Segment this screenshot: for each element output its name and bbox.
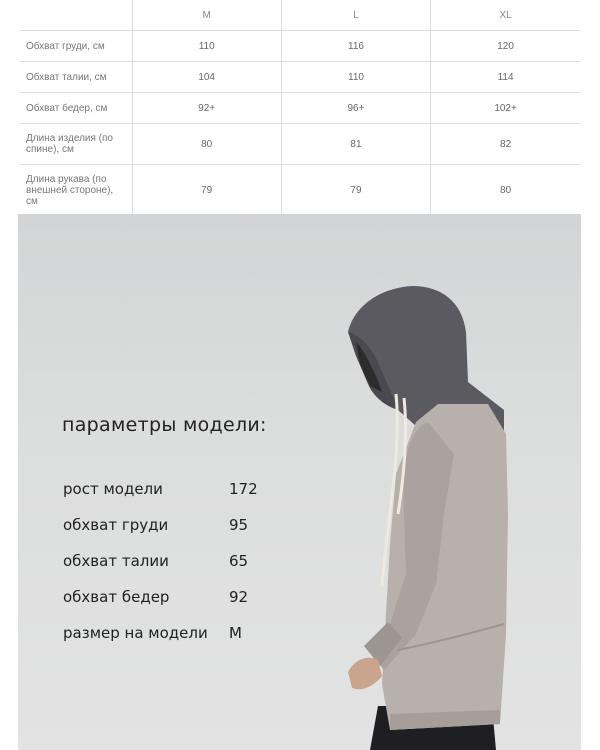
cell-value: 81 bbox=[281, 124, 430, 165]
size-header-corner bbox=[20, 0, 132, 31]
param-row-hips bbox=[63, 588, 248, 606]
row-label: Обхват бедер, см bbox=[20, 93, 132, 124]
cell-value: 80 bbox=[132, 124, 281, 165]
table-row bbox=[20, 165, 580, 216]
cell-value: 116 bbox=[281, 31, 430, 62]
cell-value: 104 bbox=[132, 62, 281, 93]
cell-value: 82 bbox=[431, 124, 580, 165]
row-label: Обхват груди, см bbox=[20, 31, 132, 62]
size-header-m: M bbox=[132, 0, 281, 31]
row-label: Длина изделия (по спине), см bbox=[20, 124, 132, 165]
cell-value: 110 bbox=[281, 62, 430, 93]
param-value: 172 bbox=[229, 480, 258, 498]
param-row-waist bbox=[63, 552, 248, 570]
size-chart-table bbox=[20, 0, 580, 215]
cell-value: 110 bbox=[132, 31, 281, 62]
size-header-xl: XL bbox=[431, 0, 580, 31]
param-label: обхват талии bbox=[63, 552, 169, 570]
table-row bbox=[20, 124, 580, 165]
row-label: Длина рукава (по внешней стороне), см bbox=[26, 173, 114, 207]
cell-value: 96+ bbox=[281, 93, 430, 124]
cell-value: 102+ bbox=[431, 93, 580, 124]
model-photo bbox=[18, 214, 581, 750]
param-label: размер на модели bbox=[63, 624, 208, 642]
cell-value: 92+ bbox=[132, 93, 281, 124]
cell-value: 79 bbox=[281, 165, 430, 216]
param-row-chest bbox=[63, 516, 248, 534]
param-label: обхват груди bbox=[63, 516, 169, 534]
cell-value: 79 bbox=[132, 165, 281, 216]
cell-value: 80 bbox=[431, 165, 580, 216]
param-value: 95 bbox=[229, 516, 249, 534]
param-row-size bbox=[63, 624, 242, 642]
hand-shape bbox=[348, 658, 382, 690]
cell-value: 120 bbox=[431, 31, 580, 62]
param-value: M bbox=[229, 624, 242, 642]
param-label: рост модели bbox=[63, 480, 163, 498]
param-row-height bbox=[63, 480, 258, 498]
size-header-row bbox=[20, 0, 580, 31]
size-header-l: L bbox=[281, 0, 430, 31]
table-row bbox=[20, 93, 580, 124]
row-label: Обхват талии, см bbox=[20, 62, 132, 93]
param-value: 92 bbox=[229, 588, 249, 606]
cell-value: 114 bbox=[431, 62, 580, 93]
param-label: обхват бедер bbox=[63, 588, 170, 606]
table-row bbox=[20, 31, 580, 62]
model-params-title: параметры модели: bbox=[62, 414, 267, 436]
table-row bbox=[20, 62, 580, 93]
param-value: 65 bbox=[229, 552, 249, 570]
